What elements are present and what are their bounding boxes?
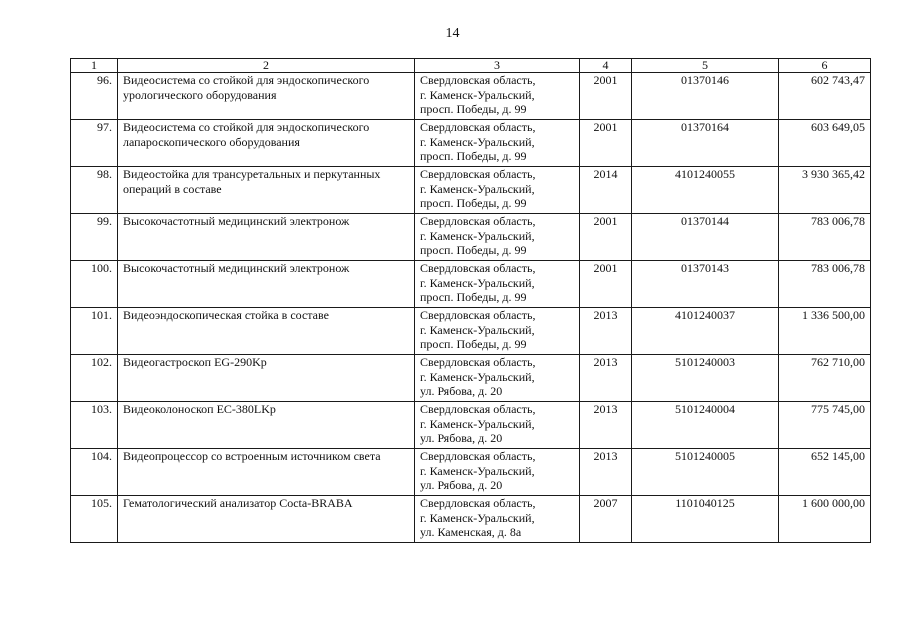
table-row [71, 214, 871, 261]
cost-cell: 783 006,78 [779, 261, 871, 308]
address-line: Свердловская область, [420, 449, 536, 463]
row-number-cell: 104. [71, 449, 118, 496]
address-line: просп. Победы, д. 99 [420, 290, 527, 304]
address-cell [415, 214, 580, 261]
cost-cell: 652 145,00 [779, 449, 871, 496]
inventory-number-cell: 1101040125 [632, 496, 779, 543]
address-line: ул. Каменская, д. 8а [420, 525, 522, 539]
year-cell: 2001 [580, 214, 632, 261]
address-cell [415, 120, 580, 167]
row-number-cell: 97. [71, 120, 118, 167]
inventory-number-cell: 01370146 [632, 73, 779, 120]
address-line: г. Каменск-Уральский, [420, 275, 535, 290]
address-line: Свердловская область, [420, 355, 536, 369]
address-cell [415, 449, 580, 496]
inventory-number-cell: 01370143 [632, 261, 779, 308]
cost-cell: 775 745,00 [779, 402, 871, 449]
table-row [71, 355, 871, 402]
address-line: Свердловская область, [420, 496, 536, 510]
column-header-number: 1 [71, 59, 118, 73]
address-line: просп. Победы, д. 99 [420, 337, 527, 351]
table-row [71, 120, 871, 167]
year-cell: 2013 [580, 308, 632, 355]
property-register-table [70, 58, 871, 543]
address-line: Свердловская область, [420, 73, 536, 87]
table-row [71, 308, 871, 355]
inventory-number-cell: 01370164 [632, 120, 779, 167]
year-cell: 2007 [580, 496, 632, 543]
column-header-address: 3 [415, 59, 580, 73]
address-line: г. Каменск-Уральский, [420, 322, 535, 337]
address-line: г. Каменск-Уральский, [420, 134, 535, 149]
address-line: Свердловская область, [420, 308, 536, 322]
address-line: ул. Рябова, д. 20 [420, 478, 503, 492]
table-row [71, 167, 871, 214]
year-cell: 2013 [580, 449, 632, 496]
address-line: г. Каменск-Уральский, [420, 510, 535, 525]
item-name-cell: Видеоколоноскоп EC-380LKp [118, 402, 415, 449]
year-cell: 2001 [580, 73, 632, 120]
address-line: ул. Рябова, д. 20 [420, 384, 503, 398]
row-number-cell: 102. [71, 355, 118, 402]
row-number-cell: 101. [71, 308, 118, 355]
item-name-cell: Видеогастроскоп EG-290Kp [118, 355, 415, 402]
address-cell [415, 308, 580, 355]
column-header-year: 4 [580, 59, 632, 73]
row-number-cell: 98. [71, 167, 118, 214]
address-line: г. Каменск-Уральский, [420, 369, 535, 384]
address-line: просп. Победы, д. 99 [420, 196, 527, 210]
address-line: г. Каменск-Уральский, [420, 87, 535, 102]
row-number-cell: 105. [71, 496, 118, 543]
year-cell: 2001 [580, 120, 632, 167]
cost-cell: 602 743,47 [779, 73, 871, 120]
inventory-number-cell: 5101240003 [632, 355, 779, 402]
header-row [71, 59, 871, 73]
table-row [71, 402, 871, 449]
row-number-cell: 103. [71, 402, 118, 449]
address-line: Свердловская область, [420, 214, 536, 228]
address-line: г. Каменск-Уральский, [420, 228, 535, 243]
table-row [71, 449, 871, 496]
table-row [71, 73, 871, 120]
inventory-number-cell: 5101240005 [632, 449, 779, 496]
item-name-cell: Гематологический анализатор Cocta-BRABA [118, 496, 415, 543]
cost-cell: 762 710,00 [779, 355, 871, 402]
column-header-name: 2 [118, 59, 415, 73]
year-cell: 2001 [580, 261, 632, 308]
address-line: Свердловская область, [420, 120, 536, 134]
table-header [71, 59, 871, 73]
address-line: Свердловская область, [420, 402, 536, 416]
cost-cell: 3 930 365,42 [779, 167, 871, 214]
address-line: г. Каменск-Уральский, [420, 181, 535, 196]
table-row [71, 261, 871, 308]
address-line: г. Каменск-Уральский, [420, 463, 535, 478]
table-row [71, 496, 871, 543]
address-line: Свердловская область, [420, 261, 536, 275]
item-name-cell: Видеосистема со стойкой для эндоскопического урологического оборудования [118, 73, 415, 120]
inventory-number-cell: 4101240055 [632, 167, 779, 214]
item-name-cell: Высокочастотный медицинский электронож [118, 214, 415, 261]
address-line: Свердловская область, [420, 167, 536, 181]
item-name-cell: Высокочастотный медицинский электронож [118, 261, 415, 308]
inventory-number-cell: 5101240004 [632, 402, 779, 449]
item-name-cell: Видеоэндоскопическая стойка в составе [118, 308, 415, 355]
item-name-cell: Видеостойка для трансуретальных и перкутанных операций в составе [118, 167, 415, 214]
address-cell [415, 496, 580, 543]
address-cell [415, 261, 580, 308]
address-line: просп. Победы, д. 99 [420, 102, 527, 116]
table-body [71, 73, 871, 543]
inventory-number-cell: 4101240037 [632, 308, 779, 355]
year-cell: 2014 [580, 167, 632, 214]
item-name-cell: Видеопроцессор со встроенным источником света [118, 449, 415, 496]
column-header-cost: 6 [779, 59, 871, 73]
address-cell [415, 402, 580, 449]
row-number-cell: 99. [71, 214, 118, 261]
year-cell: 2013 [580, 355, 632, 402]
row-number-cell: 96. [71, 73, 118, 120]
cost-cell: 1 600 000,00 [779, 496, 871, 543]
row-number-cell: 100. [71, 261, 118, 308]
cost-cell: 1 336 500,00 [779, 308, 871, 355]
page-number: 14 [445, 26, 460, 41]
address-line: просп. Победы, д. 99 [420, 149, 527, 163]
address-cell [415, 73, 580, 120]
year-cell: 2013 [580, 402, 632, 449]
item-name-cell: Видеосистема со стойкой для эндоскопического лапароскопического оборудования [118, 120, 415, 167]
address-cell [415, 355, 580, 402]
column-header-inventory: 5 [632, 59, 779, 73]
address-line: просп. Победы, д. 99 [420, 243, 527, 257]
address-cell [415, 167, 580, 214]
cost-cell: 603 649,05 [779, 120, 871, 167]
cost-cell: 783 006,78 [779, 214, 871, 261]
address-line: ул. Рябова, д. 20 [420, 431, 503, 445]
inventory-number-cell: 01370144 [632, 214, 779, 261]
address-line: г. Каменск-Уральский, [420, 416, 535, 431]
